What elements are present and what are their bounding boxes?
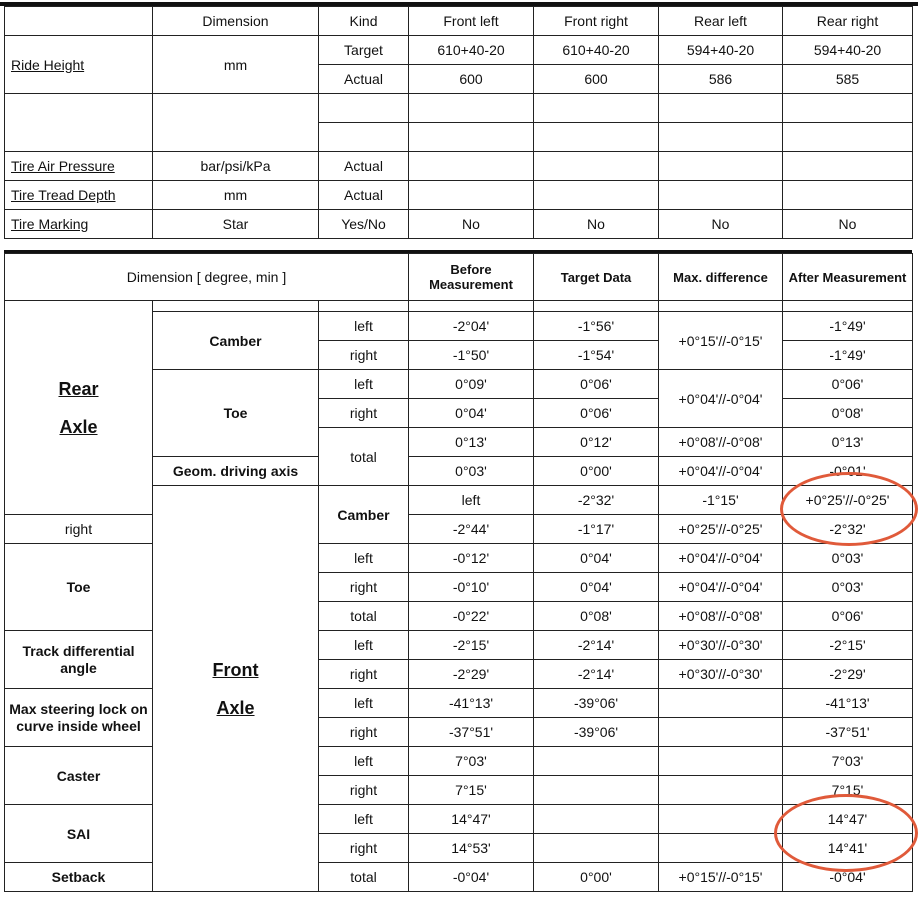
front-caster-right-before: 7°15' xyxy=(409,776,534,805)
rear-camber-left-after: -1°49' xyxy=(783,312,913,341)
rear-camber-maxdiff: +0°15'//-0°15' xyxy=(659,312,783,370)
front-toe-left-row xyxy=(5,544,913,573)
front-axle-label-line1: Front xyxy=(212,659,259,680)
side-label: left xyxy=(319,747,409,776)
front-toe-total-target: 0°08' xyxy=(534,602,659,631)
front-caster-label: Caster xyxy=(5,747,153,805)
highlight-ring-sai xyxy=(774,794,918,872)
rear-camber-right-before: -1°50' xyxy=(409,341,534,370)
blank-cell xyxy=(534,747,659,776)
front-track-left-row xyxy=(5,631,913,660)
tire-air-pressure-kind: Actual xyxy=(319,152,409,181)
rear-toe-total-target: 0°12' xyxy=(534,428,659,457)
front-caster-left-row xyxy=(5,747,913,776)
rear-toe-right-target: 0°06' xyxy=(534,399,659,428)
front-toe-left-maxdiff: +0°04'//-0°04' xyxy=(659,544,783,573)
side-label: left xyxy=(319,370,409,399)
blank-cell xyxy=(659,123,783,152)
blank-cell xyxy=(5,94,153,152)
side-label: right xyxy=(319,834,409,863)
side-label: left xyxy=(319,631,409,660)
ride-height-actual-fl: 600 xyxy=(409,65,534,94)
tire-marking-label: Tire Marking xyxy=(5,210,153,239)
rear-axle-label-line2: Axle xyxy=(59,416,98,437)
highlight-ring-front-camber xyxy=(780,472,918,546)
front-camber-left-target: -1°15' xyxy=(659,486,783,515)
front-toe-left-target: 0°04' xyxy=(534,544,659,573)
rear-camber-left-target: -1°56' xyxy=(534,312,659,341)
blank-cell xyxy=(783,123,913,152)
tire-tread-depth-kind: Actual xyxy=(319,181,409,210)
ride-height-actual-rl: 586 xyxy=(659,65,783,94)
front-track-left-before: -2°15' xyxy=(409,631,534,660)
front-camber-left-maxdiff: +0°25'//-0°25' xyxy=(783,486,913,515)
tire-tread-depth-label: Tire Tread Depth xyxy=(5,181,153,210)
rear-axle-label-line1: Rear xyxy=(58,378,99,399)
blank-cell xyxy=(659,718,783,747)
front-toe-left-before: -0°12' xyxy=(409,544,534,573)
rear-toe-right-after: 0°08' xyxy=(783,399,913,428)
ride-height-target-kind: Target xyxy=(319,36,409,65)
front-steering-right-before: -37°51' xyxy=(409,718,534,747)
ride-height-actual-kind: Actual xyxy=(319,65,409,94)
front-toe-label: Toe xyxy=(5,544,153,631)
blank-cell xyxy=(534,123,659,152)
rear-geom-label: Geom. driving axis xyxy=(153,457,319,486)
front-axle-label xyxy=(153,486,319,892)
side-label: total xyxy=(319,428,409,486)
ride-height-actual-rr: 585 xyxy=(783,65,913,94)
blank-cell xyxy=(659,747,783,776)
tire-air-pressure-row xyxy=(5,152,913,181)
blank-row-1 xyxy=(5,94,913,123)
blank-cell xyxy=(534,834,659,863)
tire-marking-fr: No xyxy=(534,210,659,239)
front-setback-after: -0°04' xyxy=(783,863,913,892)
header-blank xyxy=(5,7,153,36)
tire-air-pressure-label: Tire Air Pressure xyxy=(5,152,153,181)
tire-tread-depth-dimension: mm xyxy=(153,181,319,210)
front-setback-target: 0°00' xyxy=(534,863,659,892)
blank-cell xyxy=(319,94,409,123)
blank-cell xyxy=(534,776,659,805)
rear-camber-label: Camber xyxy=(153,312,319,370)
front-steering-right-after: -37°51' xyxy=(783,718,913,747)
header-rear-right: Rear right xyxy=(783,7,913,36)
blank-cell xyxy=(409,94,534,123)
ride-height-target-rl: 594+40-20 xyxy=(659,36,783,65)
front-sai-label: SAI xyxy=(5,805,153,863)
front-track-right-target: -2°14' xyxy=(534,660,659,689)
blank-cell xyxy=(534,181,659,210)
front-sai-left-after: 14°47' xyxy=(783,805,913,834)
rear-toe-total-after: 0°13' xyxy=(783,428,913,457)
blank-cell xyxy=(659,805,783,834)
blank-cell xyxy=(534,152,659,181)
side-label: left xyxy=(409,486,534,515)
front-steering-right-target: -39°06' xyxy=(534,718,659,747)
rear-camber-right-target: -1°54' xyxy=(534,341,659,370)
rear-geom-before: 0°03' xyxy=(409,457,534,486)
front-sai-right-before: 14°53' xyxy=(409,834,534,863)
tire-marking-row xyxy=(5,210,913,239)
blank-cell xyxy=(659,301,783,312)
front-caster-right-after: 7°15' xyxy=(783,776,913,805)
front-toe-right-target: 0°04' xyxy=(534,573,659,602)
front-toe-total-before: -0°22' xyxy=(409,602,534,631)
front-toe-total-after: 0°06' xyxy=(783,602,913,631)
side-label: total xyxy=(319,863,409,892)
tire-marking-rl: No xyxy=(659,210,783,239)
front-setback-row xyxy=(5,863,913,892)
tire-marking-kind: Yes/No xyxy=(319,210,409,239)
blank-cell xyxy=(534,94,659,123)
side-label: right xyxy=(319,573,409,602)
front-steering-left-after: -41°13' xyxy=(783,689,913,718)
rear-toe-maxdiff: +0°04'//-0°04' xyxy=(659,370,783,428)
header-after: After Measurement xyxy=(783,254,913,301)
rear-toe-left-after: 0°06' xyxy=(783,370,913,399)
side-label: right xyxy=(319,341,409,370)
front-toe-right-maxdiff: +0°04'//-0°04' xyxy=(659,573,783,602)
blank-cell xyxy=(153,301,319,312)
header-rear-left: Rear left xyxy=(659,7,783,36)
tire-marking-fl: No xyxy=(409,210,534,239)
front-track-left-maxdiff: +0°30'//-0°30' xyxy=(659,631,783,660)
front-toe-right-after: 0°03' xyxy=(783,573,913,602)
spacer-row xyxy=(5,301,913,312)
front-toe-total-maxdiff: +0°08'//-0°08' xyxy=(659,602,783,631)
side-label: total xyxy=(319,602,409,631)
alignment-table xyxy=(4,253,913,892)
rear-geom-maxdiff: +0°04'//-0°04' xyxy=(659,457,783,486)
blank-cell xyxy=(409,181,534,210)
side-label: right xyxy=(319,399,409,428)
alignment-header-row xyxy=(5,254,913,301)
header-front-right: Front right xyxy=(534,7,659,36)
side-label: right xyxy=(319,718,409,747)
rear-geom-after: -0°01' xyxy=(783,457,913,486)
front-camber-right-row xyxy=(5,515,913,544)
front-caster-left-after: 7°03' xyxy=(783,747,913,776)
tire-tread-depth-row xyxy=(5,181,913,210)
front-steering-left-before: -41°13' xyxy=(409,689,534,718)
front-toe-right-before: -0°10' xyxy=(409,573,534,602)
front-camber-label: Camber xyxy=(319,486,409,544)
front-setback-label: Setback xyxy=(5,863,153,892)
side-label: left xyxy=(319,544,409,573)
header-dimension-degree: Dimension [ degree, min ] xyxy=(5,254,409,301)
front-camber-right-before: -2°44' xyxy=(409,515,534,544)
blank-cell xyxy=(153,94,319,152)
ride-height-tire-table xyxy=(4,6,913,239)
front-setback-before: -0°04' xyxy=(409,863,534,892)
tire-marking-rr: No xyxy=(783,210,913,239)
rear-geom-target: 0°00' xyxy=(534,457,659,486)
blank-cell xyxy=(659,181,783,210)
front-steering-left-row xyxy=(5,689,913,718)
front-track-right-before: -2°29' xyxy=(409,660,534,689)
side-label: left xyxy=(319,312,409,341)
rear-toe-left-target: 0°06' xyxy=(534,370,659,399)
ride-height-actual-fr: 600 xyxy=(534,65,659,94)
ride-height-target-fr: 610+40-20 xyxy=(534,36,659,65)
front-camber-right-maxdiff: +0°25'//-0°25' xyxy=(659,515,783,544)
rear-camber-left-before: -2°04' xyxy=(409,312,534,341)
side-label: left xyxy=(319,805,409,834)
rear-camber-right-after: -1°49' xyxy=(783,341,913,370)
blank-cell xyxy=(659,152,783,181)
front-camber-left-before: -2°32' xyxy=(534,486,659,515)
tire-marking-dimension: Star xyxy=(153,210,319,239)
header-before: Before Measurement xyxy=(409,254,534,301)
blank-cell xyxy=(534,301,659,312)
rear-toe-total-maxdiff: +0°08'//-0°08' xyxy=(659,428,783,457)
header-front-left: Front left xyxy=(409,7,534,36)
side-label: left xyxy=(319,689,409,718)
front-camber-right-after: -2°32' xyxy=(783,515,913,544)
blank-cell xyxy=(783,152,913,181)
blank-cell xyxy=(409,152,534,181)
ride-height-dimension: mm xyxy=(153,36,319,94)
blank-cell xyxy=(409,123,534,152)
blank-cell xyxy=(783,301,913,312)
tire-air-pressure-dimension: bar/psi/kPa xyxy=(153,152,319,181)
front-track-right-after: -2°29' xyxy=(783,660,913,689)
blank-cell xyxy=(783,94,913,123)
blank-cell xyxy=(659,834,783,863)
front-axle-label-line2: Axle xyxy=(216,697,255,718)
side-label: right xyxy=(319,660,409,689)
front-sai-right-after: 14°41' xyxy=(783,834,913,863)
rear-axle-label xyxy=(5,301,153,515)
front-track-left-after: -2°15' xyxy=(783,631,913,660)
blank-cell xyxy=(659,94,783,123)
blank-cell xyxy=(783,181,913,210)
ride-height-target-fl: 610+40-20 xyxy=(409,36,534,65)
blank-cell xyxy=(319,301,409,312)
front-track-left-target: -2°14' xyxy=(534,631,659,660)
front-steering-label: Max steering lock on curve inside wheel xyxy=(5,689,153,747)
blank-cell xyxy=(319,123,409,152)
rear-toe-left-before: 0°09' xyxy=(409,370,534,399)
header-dimension: Dimension xyxy=(153,7,319,36)
front-track-label: Track differential angle xyxy=(5,631,153,689)
ride-height-target-row xyxy=(5,36,913,65)
side-label: right xyxy=(5,515,153,544)
rear-toe-right-before: 0°04' xyxy=(409,399,534,428)
front-camber-right-target: -1°17' xyxy=(534,515,659,544)
blank-cell xyxy=(534,805,659,834)
ride-height-label: Ride Height xyxy=(5,36,153,94)
header-maxdiff: Max. difference xyxy=(659,254,783,301)
blank-cell xyxy=(409,301,534,312)
blank-cell xyxy=(659,776,783,805)
upper-header-row xyxy=(5,7,913,36)
rear-toe-total-before: 0°13' xyxy=(409,428,534,457)
header-target: Target Data xyxy=(534,254,659,301)
front-track-right-maxdiff: +0°30'//-0°30' xyxy=(659,660,783,689)
rear-toe-label: Toe xyxy=(153,370,319,457)
front-sai-left-before: 14°47' xyxy=(409,805,534,834)
front-toe-left-after: 0°03' xyxy=(783,544,913,573)
front-setback-maxdiff: +0°15'//-0°15' xyxy=(659,863,783,892)
side-label: right xyxy=(319,776,409,805)
front-caster-left-before: 7°03' xyxy=(409,747,534,776)
blank-cell xyxy=(659,689,783,718)
front-steering-left-target: -39°06' xyxy=(534,689,659,718)
ride-height-target-rr: 594+40-20 xyxy=(783,36,913,65)
header-kind: Kind xyxy=(319,7,409,36)
